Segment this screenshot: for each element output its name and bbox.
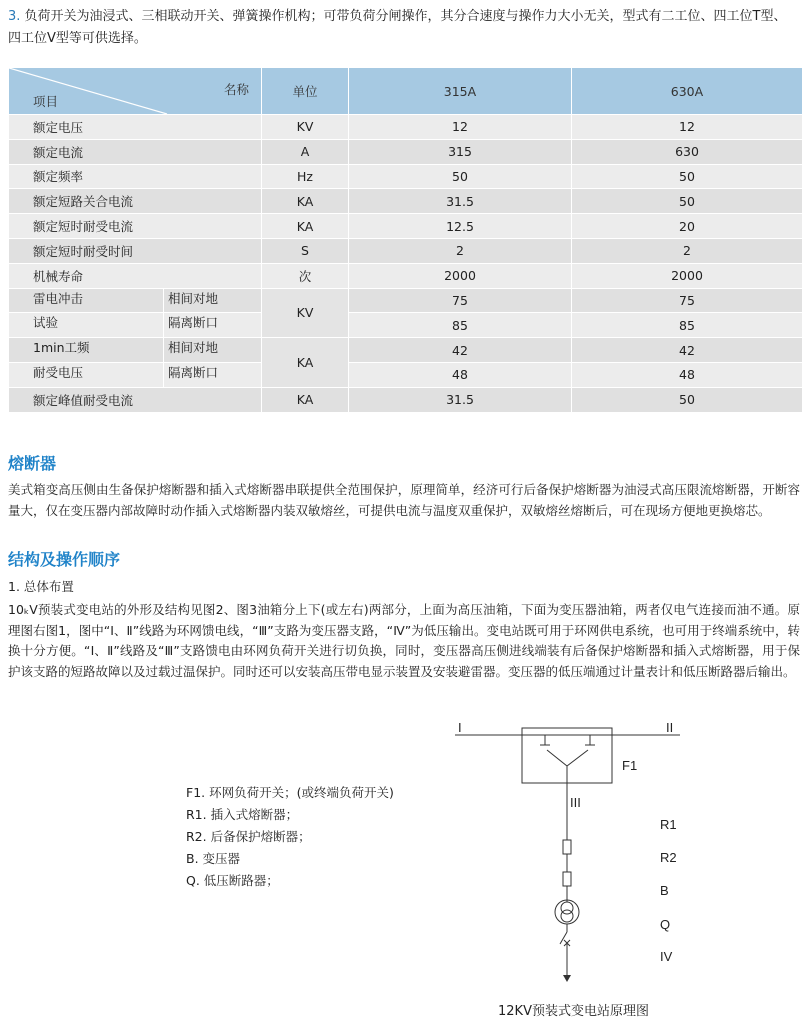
- sub-label: 隔离断口: [163, 363, 261, 387]
- row-unit: KA: [262, 189, 349, 214]
- row-value-315a: 48: [349, 362, 572, 387]
- group-label: 试验: [33, 315, 59, 331]
- row-value-315a: 12: [349, 115, 572, 140]
- label-F1: F1: [622, 758, 638, 773]
- label-III: III: [570, 795, 581, 810]
- structure-paragraph: 10ₖV预装式变电站的外形及结构见图2、图3油箱分上下(或左右)两部分，上面为高压油箱，下面为变压器油箱，两者仅电气连接而油不通。原理图右图1，图中“Ⅰ、Ⅱ”线路为环网馈电线，“Ⅲ”支路为变压器支路，“Ⅳ”为低压输出。变电站既可用于环网供电系统，也可用于终端系统中，转换十分方便。“Ⅰ、Ⅱ”线路及“Ⅲ”支路馈电由环网负荷开关进行切负换，同时，变压器高压侧进线端装有后备保护熔断器和插入式熔断器，用于保护该支路的短路故障以及过载过温保护。同时还可以安装高压带电显示装置及安装避雷器。变压器的低压端通过计量表计和低压断路器后输出。: [8, 602, 800, 679]
- row-value-315a: 42: [349, 338, 572, 363]
- row-value-630a: 2: [572, 238, 803, 263]
- header-name: 名称: [223, 82, 249, 97]
- row-unit: S: [262, 238, 349, 263]
- row-unit: KA: [262, 214, 349, 239]
- group-label: 1min工频: [33, 340, 90, 356]
- legend-item: F1. 环网负荷开关；(或终端负荷开关): [186, 785, 394, 800]
- header-315a: 315A: [349, 68, 572, 115]
- row-label: 机械寿命: [9, 263, 262, 288]
- row-value-315a: 2: [349, 238, 572, 263]
- label-B: B: [660, 883, 669, 898]
- row-value-630a: 12: [572, 115, 803, 140]
- row-label: 额定电流: [9, 139, 262, 164]
- row-value-315a: 12.5: [349, 214, 572, 239]
- table-row: [9, 214, 803, 239]
- legend-item: R2. 后备保护熔断器；: [186, 829, 311, 844]
- group-cell-lightning-1: [9, 288, 262, 313]
- table-row: [9, 189, 803, 214]
- row-label: 额定电压: [9, 115, 262, 140]
- diagram-caption: 12KV预装式变电站原理图: [498, 1004, 649, 1019]
- table-row: [9, 387, 803, 412]
- row-value-630a: 630: [572, 139, 803, 164]
- group-label: 雷电冲击: [33, 290, 84, 306]
- row-label: 额定短时耐受时间: [9, 238, 262, 263]
- legend-item: B. 变压器: [186, 851, 241, 866]
- label-Q: Q: [660, 917, 671, 932]
- row-label: 额定频率: [9, 164, 262, 189]
- row-value-315a: 315: [349, 139, 572, 164]
- switch-blade-right: [567, 750, 588, 766]
- legend-list: [186, 782, 394, 892]
- group-unit: KV: [262, 288, 349, 338]
- switch-blade-left: [547, 750, 567, 766]
- table-row: [9, 288, 803, 313]
- fuse-r1: [563, 840, 571, 854]
- row-value-630a: 75: [572, 288, 803, 313]
- fuse-section-title: 熔断器: [8, 454, 57, 473]
- row-value-630a: 42: [572, 338, 803, 363]
- row-label: 额定短时耐受电流: [9, 214, 262, 239]
- row-unit: 次: [262, 263, 349, 288]
- circuit-diagram: [440, 718, 700, 998]
- label-II: II: [666, 720, 674, 735]
- group-cell-power-1: [9, 338, 262, 363]
- label-I: I: [458, 720, 462, 735]
- table-row: [9, 362, 803, 387]
- structure-subheading: 1. 总体布置: [8, 579, 74, 594]
- row-value-315a: 50: [349, 164, 572, 189]
- row-value-630a: 20: [572, 214, 803, 239]
- intro-text: 负荷开关为油浸式、三相联动开关、弹簧操作机构；可带负荷分闸操作，其分合速度与操作力大小无关，型式有二工位、四工位T型、四工位V型等可供选择。: [8, 9, 787, 46]
- table-row: [9, 115, 803, 140]
- header-unit: 单位: [262, 68, 349, 115]
- label-R2: R2: [660, 850, 677, 865]
- row-value-315a: 31.5: [349, 189, 572, 214]
- intro-paragraph: [8, 6, 798, 50]
- fuse-paragraph: 美式箱变高压侧由生备保护熔断器和插入式熔断器串联提供全范围保护，原理简单，经济可行后备保护熔断器为油浸式高压限流熔断器，开断容量大，仅在变压器内部故障时动作插入式熔断器内装双敏熔丝，可提供电流与温度双重保护，双敏熔丝熔断后，可在现场方便地更换熔芯。: [8, 482, 800, 518]
- group-label: 耐受电压: [33, 364, 84, 380]
- structure-section-title: 结构及操作顺序: [8, 550, 121, 569]
- row-value-630a: 48: [572, 362, 803, 387]
- table-row: [9, 238, 803, 263]
- output-arrow: [563, 975, 571, 982]
- row-value-630a: 50: [572, 189, 803, 214]
- row-unit: Hz: [262, 164, 349, 189]
- table-row: [9, 263, 803, 288]
- row-value-630a: 50: [572, 164, 803, 189]
- row-value-630a: 2000: [572, 263, 803, 288]
- transformer-outline: [555, 900, 579, 924]
- sub-label: 相间对地: [163, 289, 261, 313]
- sub-label: 相间对地: [163, 338, 261, 362]
- row-label: 额定峰值耐受电流: [9, 387, 262, 412]
- intro-number: 3.: [8, 9, 21, 24]
- table-header-row: [9, 68, 803, 115]
- table-row: [9, 313, 803, 338]
- row-value-315a: 75: [349, 288, 572, 313]
- group-unit: KA: [262, 338, 349, 388]
- row-unit: A: [262, 139, 349, 164]
- legend-item: R1. 插入式熔断器；: [186, 807, 299, 822]
- row-unit: KA: [262, 387, 349, 412]
- spec-table: [8, 67, 803, 413]
- sub-label: 隔离断口: [163, 313, 261, 337]
- table-row: [9, 164, 803, 189]
- group-cell-power-2: [9, 362, 262, 387]
- table-row: [9, 139, 803, 164]
- row-value-315a: 2000: [349, 263, 572, 288]
- header-item: 项目: [33, 94, 59, 109]
- label-R1: R1: [660, 817, 677, 832]
- row-label: 额定短路关合电流: [9, 189, 262, 214]
- fuse-r2: [563, 872, 571, 886]
- transformer-coil-2: [561, 910, 573, 922]
- table-row: [9, 338, 803, 363]
- group-cell-lightning-2: [9, 313, 262, 338]
- row-unit: KV: [262, 115, 349, 140]
- label-IV: IV: [660, 949, 673, 964]
- row-value-630a: 85: [572, 313, 803, 338]
- row-value-315a: 85: [349, 313, 572, 338]
- legend-item: Q. 低压断路器；: [186, 873, 279, 888]
- row-value-315a: 31.5: [349, 387, 572, 412]
- header-diagonal-cell: [9, 68, 262, 115]
- header-630a: 630A: [572, 68, 803, 115]
- row-value-630a: 50: [572, 387, 803, 412]
